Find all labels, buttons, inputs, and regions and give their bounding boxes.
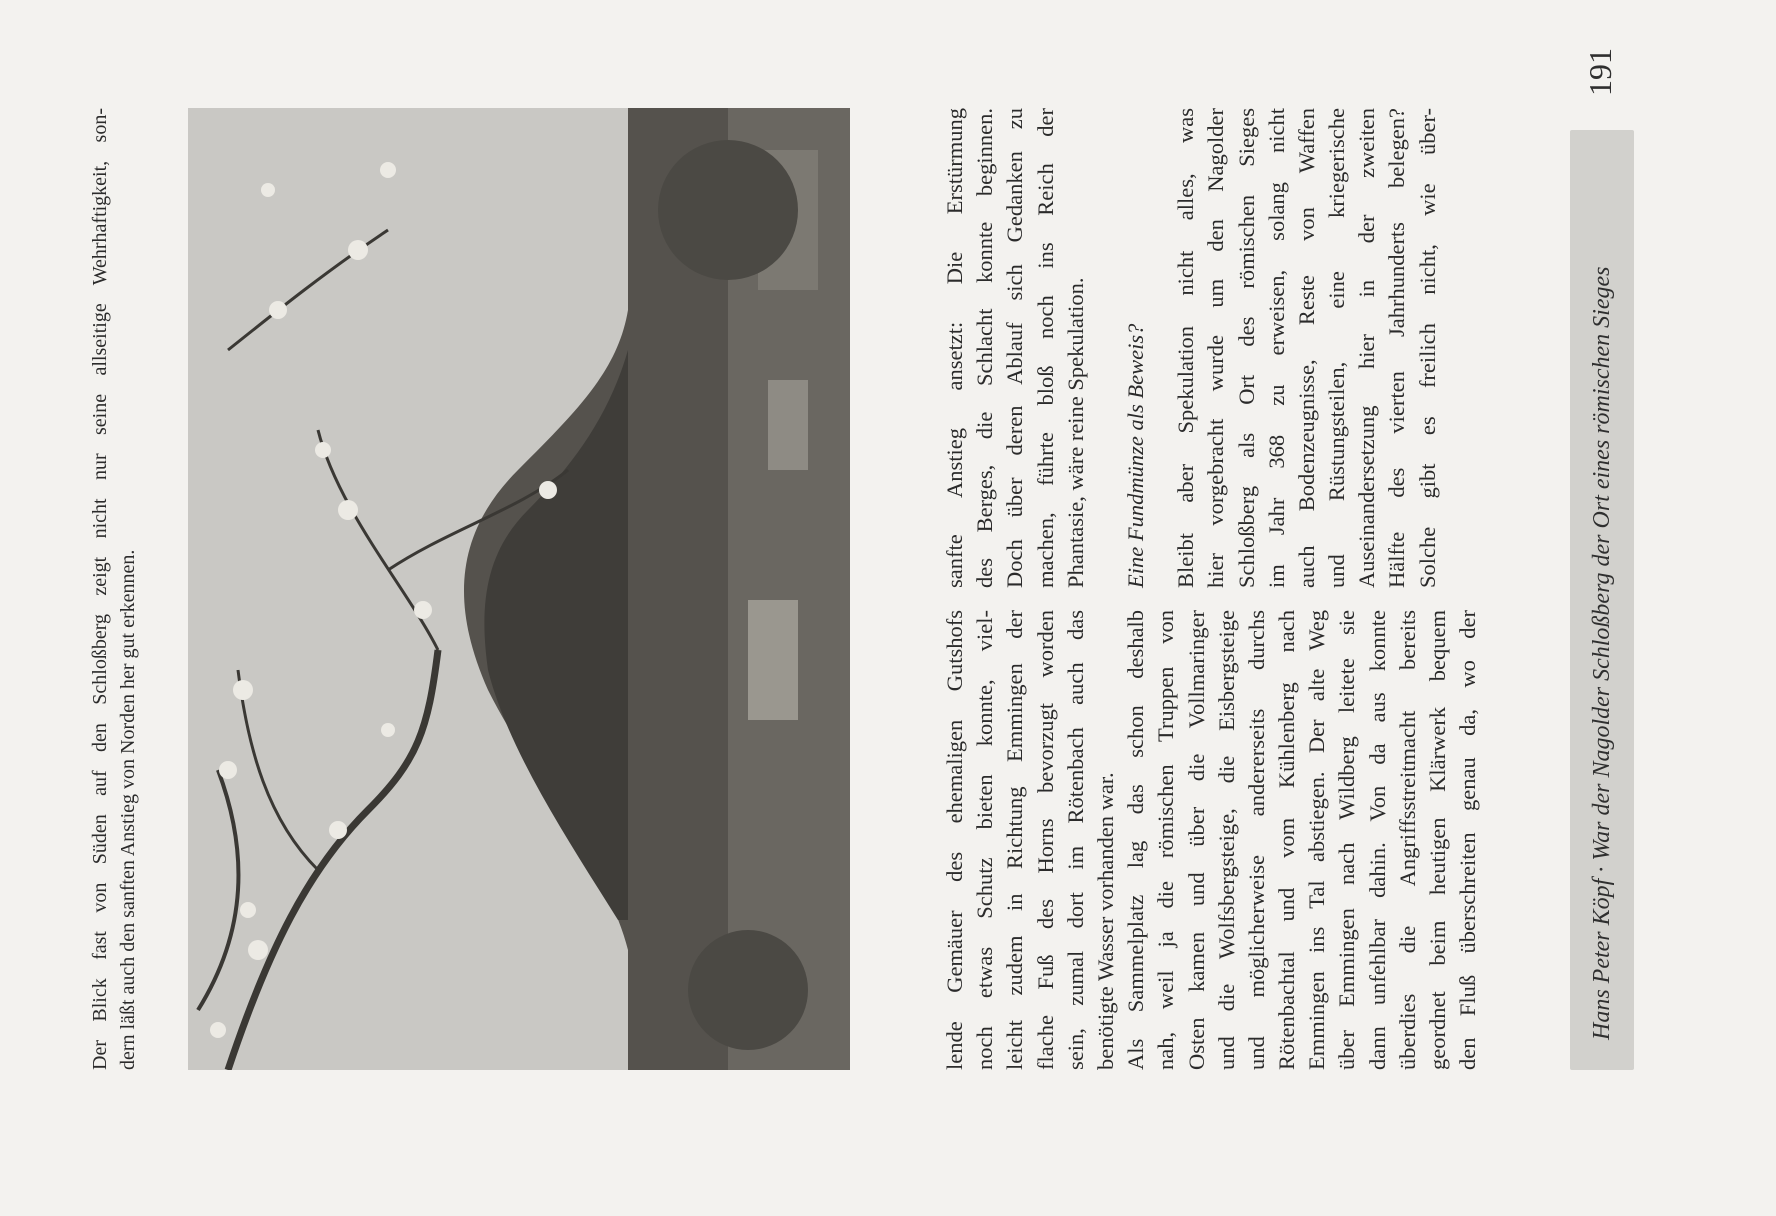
text-line: Solche gibt es freilich nicht, wie über- bbox=[1414, 108, 1440, 588]
text-line: Phantasie, wäre reine Spekulation. bbox=[1062, 277, 1088, 588]
text-line: auch Bodenzeugnisse, Reste von Waffen bbox=[1293, 108, 1319, 588]
text-line: über Emmingen nach Wildberg leitete sie bbox=[1334, 610, 1360, 1070]
text-line: machen, führte bloß noch ins Reich der bbox=[1032, 108, 1058, 588]
text-line: Bleibt aber Spekulation nicht alles, was bbox=[1173, 108, 1199, 588]
text-line: des Berges, die Schlacht konnte beginnen. bbox=[972, 108, 998, 588]
text-line: nah, weil ja die römischen Truppen von bbox=[1153, 610, 1179, 1070]
text-line: und möglicherweise andererseits durchs bbox=[1243, 610, 1269, 1070]
photo-building bbox=[768, 380, 808, 470]
text-line: überdies die Angriffsstreitmacht bereits bbox=[1394, 610, 1420, 1070]
text-line: Hälfte des vierten Jahrhunderts belegen? bbox=[1384, 108, 1410, 588]
text-line: Als Sammelplatz lag das schon deshalb bbox=[1123, 610, 1149, 1070]
text-line: flache Fuß des Horns bevorzugt worden bbox=[1032, 610, 1058, 1070]
text-line: sanfte Anstieg ansetzt: Die Erstürmung bbox=[942, 108, 967, 588]
caption-line: Der Blick fast von Süden auf den Schloßberg zeigt nicht nur seine allseitige Wehrhaftigkeit, son- bbox=[89, 108, 111, 1070]
photo-tree bbox=[658, 140, 798, 280]
text-line: benötigte Wasser vorhanden war. bbox=[1092, 772, 1118, 1070]
text-line: im Jahr 368 zu erweisen, solang nicht bbox=[1263, 108, 1289, 588]
text-line: hier vorgebracht wurde um den Nagolder bbox=[1203, 108, 1229, 588]
section-subheading: Eine Fundmünze als Beweis? bbox=[1122, 323, 1148, 588]
text-line: Emmingen ins Tal abstiegen. Der alte Weg bbox=[1304, 610, 1330, 1070]
photo-tree bbox=[688, 930, 808, 1050]
text-line: und die Wolfsbergsteige, die Eisbergsteige bbox=[1213, 610, 1239, 1070]
photo-illustration bbox=[188, 108, 850, 1070]
text-line: Rötenbachtal und vom Kühlenberg nach bbox=[1274, 610, 1300, 1070]
text-line: den Fluß überschreiten genau da, wo der bbox=[1455, 610, 1481, 1070]
text-line: sein, zumal dort im Rötenbach auch das bbox=[1062, 610, 1088, 1070]
right-text-column bbox=[940, 108, 1530, 588]
text-line: noch etwas Schutz bieten konnte, viel- bbox=[972, 610, 998, 1070]
caption-line: dern läßt auch den sanften Anstieg von Norden her gut erkennen. bbox=[117, 549, 139, 1070]
text-line: Auseinandersetzung hier in der zweiten bbox=[1354, 108, 1380, 588]
landscape-photo bbox=[188, 108, 850, 1070]
left-text-column bbox=[940, 610, 1530, 1070]
text-line: dann unfehlbar dahin. Von da aus konnte bbox=[1364, 610, 1390, 1070]
text-line: geordnet beim heutigen Klärwerk bequem bbox=[1425, 610, 1450, 1070]
text-line: und Rüstungsteilen, eine kriegerische bbox=[1324, 108, 1350, 588]
text-line: lende Gemäuer des ehemaligen Gutshofs bbox=[942, 610, 967, 1070]
text-line: Osten kamen und über die Vollmaringer bbox=[1183, 610, 1209, 1070]
page-number: 191 bbox=[1582, 48, 1618, 96]
photo-caption bbox=[86, 108, 142, 1070]
photo-building bbox=[748, 600, 798, 720]
running-title: Hans Peter Köpf · War der Nagolder Schloßberg der Ort eines römischen Sieges bbox=[1589, 266, 1615, 1040]
text-line: Doch über deren Ablauf sich Gedanken zu bbox=[1002, 108, 1028, 588]
text-line: Schloßberg als Ort des römischen Sieges bbox=[1233, 108, 1259, 588]
text-line: leicht zudem in Richtung Emmingen der bbox=[1002, 610, 1028, 1070]
